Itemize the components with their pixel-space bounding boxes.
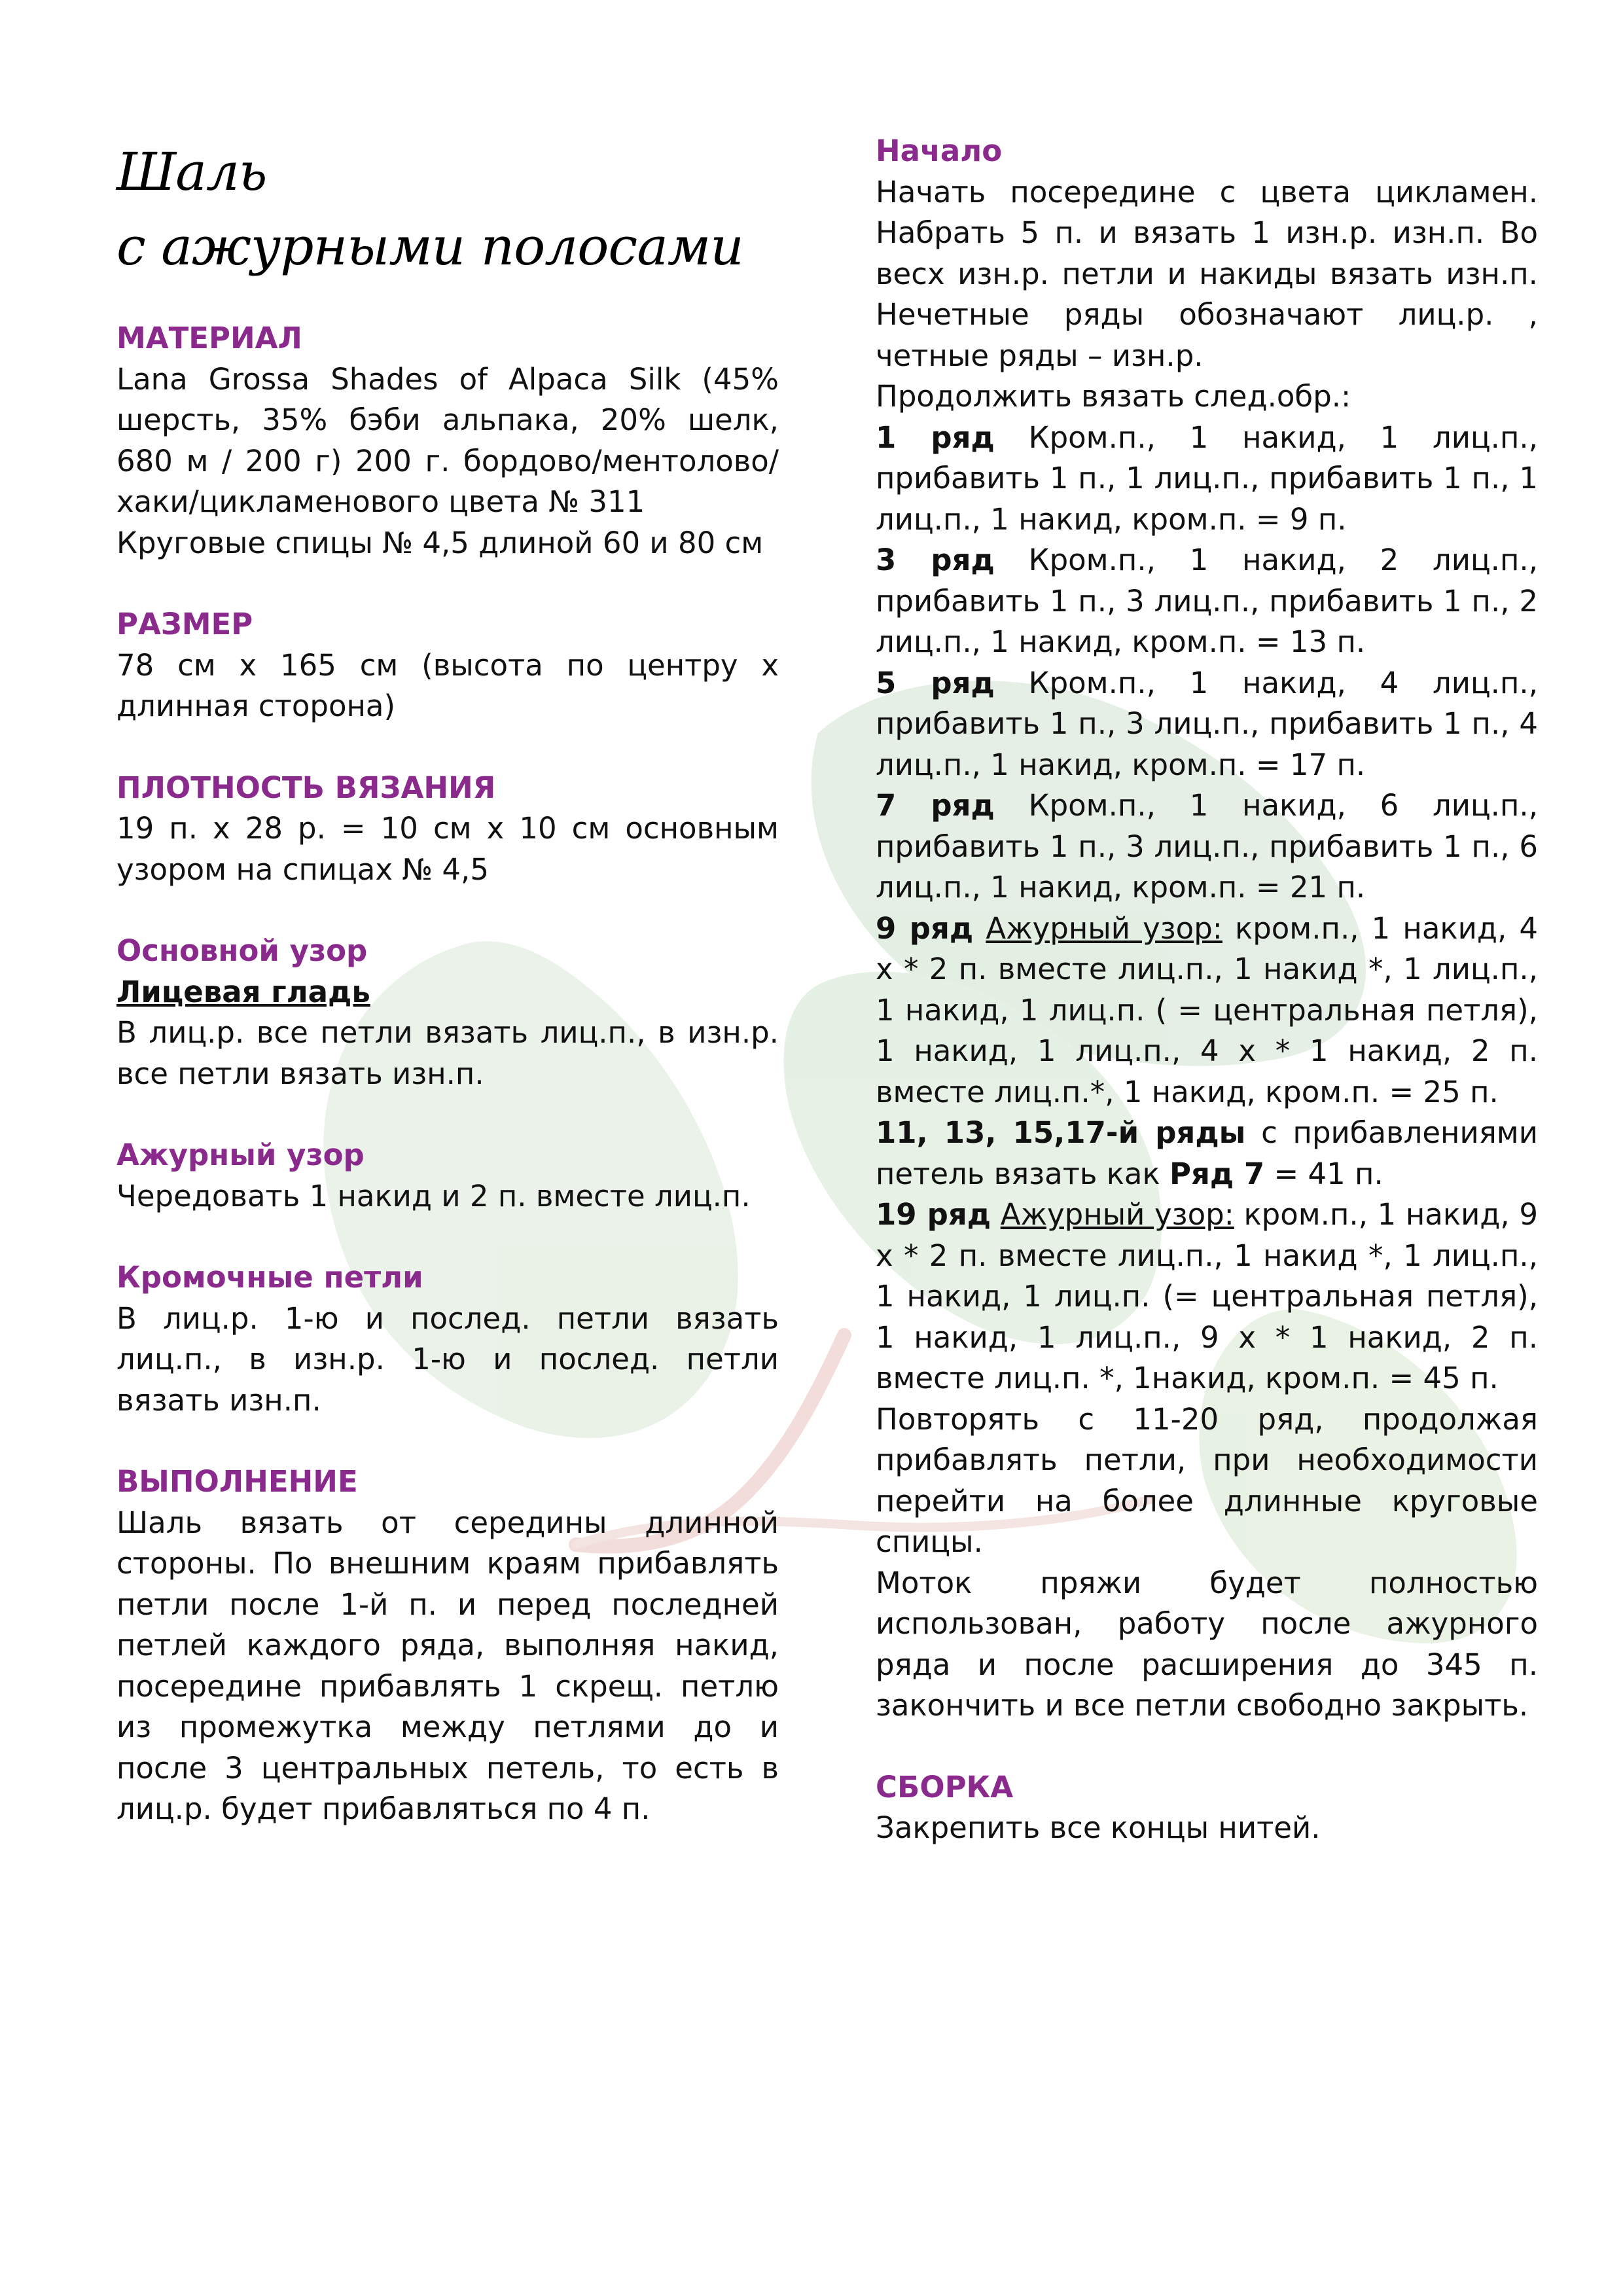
material-text: Lana Grossa Shades of Alpaca Silk (45% шерсть, 35% бэби альпака, 20% шелк, 680 м / 200 г) 200 г. бордово/ментолово/хаки/цикламенового цвета № 311 [116, 361, 779, 519]
row-3 [876, 540, 1538, 663]
rows-11-17 [876, 1113, 1538, 1194]
material-heading: МАТЕРИАЛ [116, 321, 302, 355]
row-19-label: 19 ряд [876, 1197, 991, 1232]
start-intro: Начать посередине с цвета цикламен. Набрать 5 п. и вязать 1 изн.р. изн.п. Во весх изн.р. петли и накиды вязать изн.п. Нечетные ряды обозначают лиц.р. , четные ряды – изн.р. [876, 174, 1538, 373]
needles-text: Круговые спицы № 4,5 длиной 60 и 80 см [116, 525, 764, 560]
assembly-section [876, 1767, 1538, 1849]
row-3-text: Кром.п., 1 накид, 2 лиц.п., прибавить 1 п., 3 лиц.п., прибавить 1 п., 2 лиц.п., 1 накид, кром.п. = 13 п. [876, 543, 1538, 659]
rows-11-17-label: 11, 13, 15,17-й ряды [876, 1115, 1246, 1150]
size-text: 78 см x 165 см (высота по центру x длинная сторона) [116, 647, 779, 723]
rows-11-17-ref: Ряд 7 [1169, 1156, 1265, 1191]
row-5-text: Кром.п., 1 накид, 4 лиц.п., прибавить 1 п., 3 лиц.п., прибавить 1 п., 4 лиц.п., 1 накид, кром.п. = 17 п. [876, 665, 1538, 782]
assembly-text: Закрепить все концы нитей. [876, 1810, 1321, 1845]
lace-pattern-heading: Ажурный узор [116, 1138, 365, 1172]
right-column [876, 131, 1538, 1890]
assembly-heading: СБОРКА [876, 1769, 1014, 1804]
title-line-1: Шаль [116, 141, 267, 202]
start-section [876, 131, 1538, 1727]
lace-pattern-text: Чередовать 1 накид и 2 п. вместе лиц.п. [116, 1178, 751, 1213]
main-pattern-text: В лиц.р. все петли вязать лиц.п., в изн.р. все петли вязать изн.п. [116, 1015, 779, 1091]
row-19 [876, 1194, 1538, 1399]
row-7 [876, 785, 1538, 908]
row-9 [876, 908, 1538, 1113]
page-title [116, 135, 779, 284]
edge-stitches-heading: Кромочные петли [116, 1260, 423, 1295]
lace-pattern-section [116, 1135, 779, 1217]
row-1-text: Кром.п., 1 накид, 1 лиц.п., прибавить 1 п., 1 лиц.п., прибавить 1 п., 1 лиц.п., 1 накид, кром.п. = 9 п. [876, 420, 1538, 537]
material-section [116, 318, 779, 564]
row-9-text: кром.п., 1 накид, 4 x * 2 п. вместе лиц.п., 1 накид *, 1 лиц.п., 1 накид, 1 лиц.п. ( = центральная петля), 1 накид, 1 лиц.п., 4 x * 1 накид, 2 п. вместе лиц.п.*, 1 накид, кром.п. = 25 п. [876, 910, 1538, 1109]
row-1 [876, 418, 1538, 541]
rows-11-17-text-2: = 41 п. [1264, 1156, 1383, 1191]
main-pattern-subheading: Лицевая гладь [116, 974, 370, 1009]
row-7-text: Кром.п., 1 накид, 6 лиц.п., прибавить 1 п., 3 лиц.п., прибавить 1 п., 6 лиц.п., 1 накид, кром.п. = 21 п. [876, 788, 1538, 905]
row-5 [876, 663, 1538, 786]
row-7-label: 7 ряд [876, 788, 995, 823]
row-9-lace-label: Ажурный узор: [986, 910, 1222, 946]
start-continue: Продолжить вязать след.обр.: [876, 379, 1351, 414]
title-line-2: с ажурными полосами [116, 216, 743, 277]
row-19-lace-label: Ажурный узор: [1000, 1197, 1234, 1232]
gauge-text: 19 п. x 28 р. = 10 см x 10 см основным узором на спицах № 4,5 [116, 811, 779, 887]
execution-text: Шаль вязать от середины длинной стороны. По внешним краям прибавлять петли после 1-й п. и перед последней петлей каждого ряда, выполняя накид, посередине прибавлять 1 скрещ. петлю из промежутка между петлями до и после 3 центральных петель, то есть в лиц.р. будет прибавляться по 4 п. [116, 1505, 779, 1826]
size-heading: РАЗМЕР [116, 607, 253, 641]
main-pattern-heading: Основной узор [116, 933, 368, 968]
finish-text: Моток пряжи будет полностью использован, работу после ажурного ряда и после расширения до 345 п. закончить и все петли свободно закрыть. [876, 1565, 1538, 1723]
size-section [116, 604, 779, 727]
row-5-label: 5 ряд [876, 665, 995, 700]
gauge-section [116, 768, 779, 891]
edge-stitches-text: В лиц.р. 1-ю и послед. петли вязать лиц.п., в изн.р. 1-ю и послед. петли вязать изн.п. [116, 1300, 779, 1418]
row-9-label: 9 ряд [876, 910, 974, 946]
main-pattern-section [116, 931, 779, 1094]
edge-stitches-section [116, 1257, 779, 1421]
execution-section [116, 1462, 779, 1830]
repeat-text: Повторять с 11-20 ряд, продолжая прибавлять петли, при необходимости перейти на более длинные круговые спицы. [876, 1401, 1538, 1559]
rows-11-17-text-1: с прибавлениями петель вязать как [876, 1115, 1538, 1191]
gauge-heading: ПЛОТНОСТЬ ВЯЗАНИЯ [116, 770, 496, 805]
left-column [116, 135, 779, 1871]
row-1-label: 1 ряд [876, 420, 995, 455]
row-19-text: кром.п., 1 накид, 9 x * 2 п. вместе лиц.п., 1 накид *, 1 лиц.п., 1 накид, 1 лиц.п. (= центральная петля), 1 накид, 1 лиц.п., 9 x * 1 накид, 2 п. вместе лиц.п. *, 1накид, кром.п. = 45 п. [876, 1197, 1538, 1395]
start-heading: Начало [876, 134, 1003, 168]
row-3-label: 3 ряд [876, 543, 995, 577]
execution-heading: ВЫПОЛНЕНИЕ [116, 1464, 358, 1499]
